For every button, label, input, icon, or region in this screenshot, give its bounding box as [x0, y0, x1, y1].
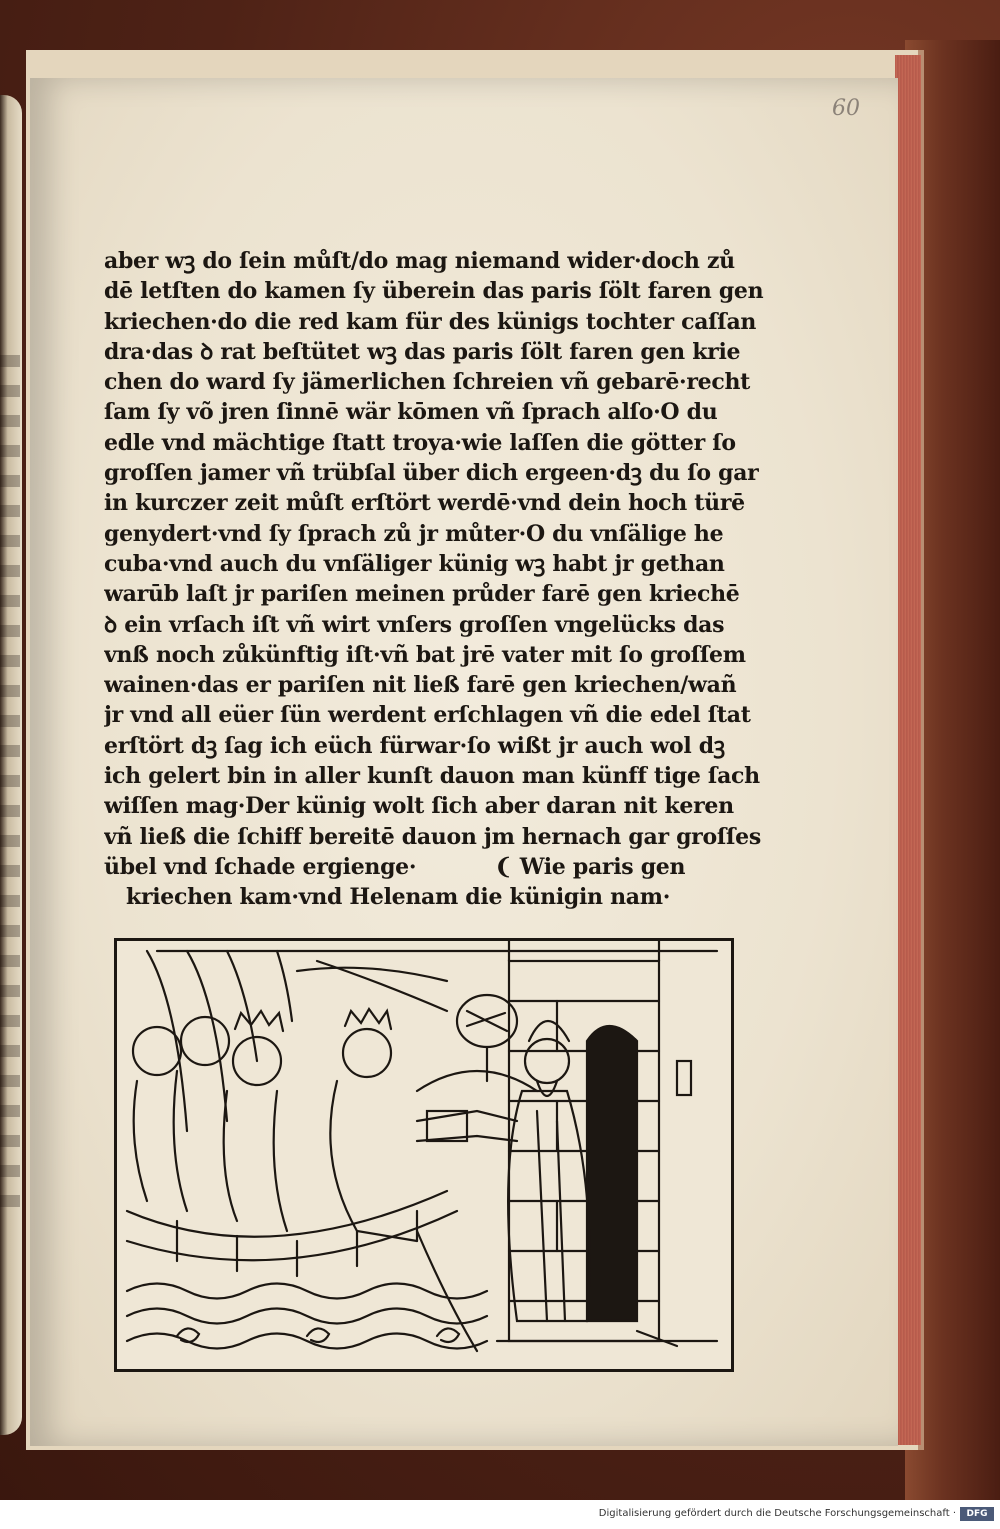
facing-page [0, 95, 22, 1435]
folio-number: 60 [832, 96, 860, 121]
text-line: vnß noch zůkünftig iſt·vñ bat jrē vater mit ſo groſſem [104, 641, 746, 668]
text-line: aber wꝫ do ſein můſt/do mag niemand wider·doch zů [104, 248, 735, 274]
woodcut-illustration [114, 938, 734, 1372]
text-line: groſſen jamer vñ trübſal über dich ergeen·dꝫ du ſo gar [104, 460, 759, 487]
text-line: wainen·das er pariſen nit ließ farē gen kriechen/wañ [104, 672, 737, 699]
text-line: edle vnd mächtige ſtatt troya·wie laſſen die götter ſo [104, 429, 736, 456]
text-line: kriechen·do die red kam für des künigs tochter caſſan [104, 308, 757, 335]
footer-credit: Digitalisierung gefördert durch die Deutsche Forschungsgemeinschaft · [598, 1508, 956, 1519]
text-line: ꝺ ein vrſach iſt vñ wirt vnſers groſſen vngelücks das [104, 611, 725, 638]
text-line: ich gelert bin in aller kunſt dauon man künff tige ſach [104, 763, 760, 790]
text-line: übel vnd ſchade ergienge· [104, 853, 417, 880]
text-line: genydert·vnd ſy ſprach zů jr můter·O du vnſälige he [104, 520, 724, 547]
text-line-with-caption [104, 852, 764, 882]
text-line: dra·das ꝺ rat beſtütet wꝫ das paris ſölt faren gen krie [104, 338, 741, 365]
text-line: warūb laſt jr pariſen meinen průder farē gen kriechē [104, 581, 740, 608]
chapter-caption-start: ❨ Wie paris gen [494, 853, 686, 880]
text-line: jr vnd all eüer ſün werdent erſchlagen vñ die edel ſtat [104, 702, 751, 729]
footer-bar [0, 1500, 1000, 1529]
text-line: wiſſen mag·Der künig wolt ſich aber daran nit keren [104, 793, 734, 820]
text-line: in kurczer zeit můſt erſtört werdē·vnd dein hoch türē [104, 490, 745, 517]
text-line: cuba·vnd auch du vnſäliger künig wꝫ habt jr gethan [104, 550, 725, 577]
facing-page-text [0, 355, 20, 1215]
body-text [104, 246, 764, 913]
text-line: chen do ward ſy jämerlichen ſchreien vñ gebarē·recht [104, 369, 751, 396]
text-line: ſam ſy võ jren ſinnē wär kōmen vñ ſprach alſo·O du [104, 399, 718, 426]
woodcut-drawing [117, 941, 731, 1369]
chapter-caption-end: kriechen kam·vnd Helenam die künigin nam· [126, 884, 671, 911]
text-line: erſtört dꝫ ſag ich eüch fürwar·ſo wißt jr auch wol dꝫ [104, 732, 725, 759]
text-line: vñ ließ die ſchiff bereitē dauon jm hernach gar groſſes [104, 823, 761, 850]
text-line: dē letſten do kamen ſy überein das paris ſölt faren gen [104, 278, 764, 305]
red-page-edges [895, 55, 921, 1445]
dfg-logo: DFG [960, 1507, 994, 1521]
